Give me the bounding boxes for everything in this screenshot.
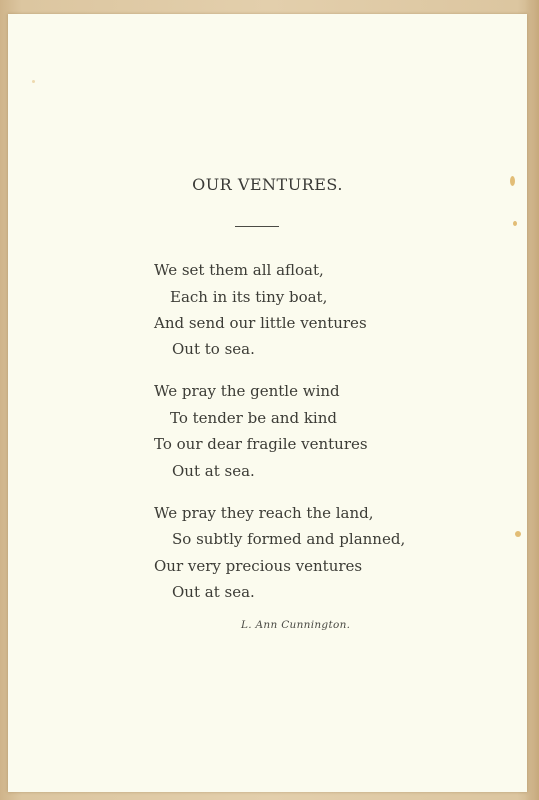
title-divider (235, 226, 279, 227)
foxing-spot (513, 221, 517, 226)
poem-title: OUR VENTURES. (192, 175, 343, 194)
poem-page (8, 14, 527, 792)
poem-line: Out at sea. (172, 583, 255, 601)
poem-author: L. Ann Cunnington. (241, 619, 351, 631)
poem-line: Each in its tiny boat, (170, 288, 328, 306)
paper-edge (525, 0, 539, 800)
poem-line: To our dear fragile ventures (154, 435, 368, 453)
poem-line: Our very precious ventures (154, 557, 363, 575)
foxing-spot (32, 80, 35, 83)
poem-line: We pray they reach the land, (154, 504, 374, 522)
poem-line: Out to sea. (172, 340, 255, 358)
foxing-spot (515, 531, 521, 537)
poem-line: We set them all afloat, (154, 261, 324, 279)
poem-line: We pray the gentle wind (154, 382, 340, 400)
poem-line: Out at sea. (172, 462, 255, 480)
poem-line: To tender be and kind (170, 409, 337, 427)
poem-line: So subtly formed and planned, (172, 530, 406, 548)
poem-line: And send our little ventures (154, 314, 367, 332)
